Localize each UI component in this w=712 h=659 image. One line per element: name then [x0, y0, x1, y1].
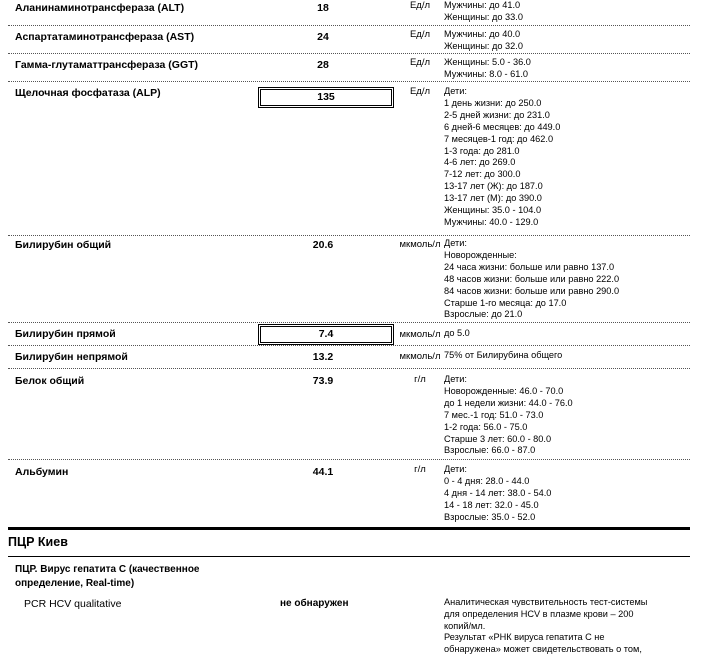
norm-line: 24 часа жизни: больше или равно 137.0: [444, 261, 615, 272]
norm-line: Взрослые: до 21.0: [444, 309, 523, 320]
result-row-bilirubin-indirect: [8, 346, 690, 369]
norm-line: 13-17 лет (М): до 390.0: [444, 193, 542, 204]
norm-line: 48 часов жизни: больше или равно 222.0: [444, 273, 620, 284]
test-unit: Ед/л: [409, 57, 431, 68]
note-line: копий/мл.: [444, 620, 486, 631]
norm-line: Мужчины: до 40.0: [444, 29, 521, 39]
test-unit: Ед/л: [409, 86, 431, 97]
norm-line: Новорожденные:: [444, 249, 517, 260]
norm-line: до 1 недели жизни: 44.0 - 76.0: [444, 397, 573, 408]
norm-line: 7 мес.-1 год: 51.0 - 73.0: [444, 409, 544, 420]
norm-line: 4-6 лет: до 269.0: [444, 157, 516, 168]
norm-line: 7-12 лет: до 300.0: [444, 169, 521, 180]
norm-line: 13-17 лет (Ж): до 187.0: [444, 181, 543, 192]
norm-line: 1-3 года: до 281.0: [444, 145, 520, 156]
norm-line: Старше 1-го месяца: до 17.0: [444, 297, 567, 308]
test-unit: мкмоль/л: [399, 329, 441, 340]
reference-range: [444, 0, 694, 24]
test-value-flagged: 7.4: [258, 324, 394, 345]
result-row-bilirubin-direct: [8, 323, 690, 346]
test-name: Белок общий: [15, 375, 85, 387]
test-unit: Ед/л: [409, 29, 431, 40]
norm-line: 1-2 года: 56.0 - 75.0: [444, 421, 528, 432]
reference-range: [444, 86, 694, 229]
pcr-test-note: [444, 597, 680, 656]
reference-range: [444, 29, 694, 53]
test-value: 73.9: [312, 375, 334, 387]
test-value: 28: [317, 59, 329, 71]
test-name: Щелочная фосфатаза (ALP): [15, 87, 161, 99]
result-row-ggt: [8, 57, 690, 82]
test-name: Билирубин общий: [15, 239, 112, 251]
norm-line: Дети:: [444, 86, 467, 96]
result-row-alt: [8, 0, 690, 26]
norm-line: Женщины: до 32.0: [444, 40, 523, 51]
norm-line: Мужчины: до 41.0: [444, 0, 521, 10]
norm-line: Взрослые: 35.0 - 52.0: [444, 511, 536, 522]
norm-line: 6 дней-6 месяцев: до 449.0: [444, 121, 561, 132]
norm-line: Женщины: до 33.0: [444, 11, 523, 22]
result-row-ast: [8, 29, 690, 54]
reference-range: [444, 328, 694, 340]
note-line: Аналитическая чувствительность тест-системы: [444, 597, 648, 607]
norm-line: Дети:: [444, 238, 467, 248]
test-value: 44.1: [312, 466, 334, 478]
pcr-test-title: ПЦР. Вирус гепатита С (качественное определение, Real-time): [15, 564, 200, 589]
reference-range: [444, 374, 694, 457]
norm-line: Новорожденные: 46.0 - 70.0: [444, 385, 564, 396]
test-name: Альбумин: [15, 466, 69, 478]
result-row-total-protein: [8, 369, 690, 460]
norm-line: 75% от Билирубина общего: [444, 350, 563, 360]
norm-line: 1 день жизни: до 250.0: [444, 97, 542, 108]
norm-line: Старше 3 лет: 60.0 - 80.0: [444, 433, 552, 444]
reference-range: [444, 350, 694, 362]
note-line: Результат «РНК вируса гепатита С не: [444, 632, 605, 643]
norm-line: Женщины: 35.0 - 104.0: [444, 205, 542, 216]
test-value: 20.6: [312, 239, 334, 251]
norm-line: Взрослые: 66.0 - 87.0: [444, 445, 536, 456]
reference-range: [444, 57, 694, 81]
norm-line: Мужчины: 40.0 - 129.0: [444, 216, 539, 227]
reference-range: [444, 464, 694, 524]
test-value: 18: [317, 2, 329, 14]
test-unit: мкмоль/л: [399, 239, 441, 250]
norm-line: Дети:: [444, 374, 467, 384]
norm-line: 84 часов жизни: больше или равно 290.0: [444, 285, 620, 296]
test-name: Билирубин прямой: [15, 328, 116, 340]
test-unit: г/л: [414, 464, 426, 475]
note-line: обнаружена» может свидетельствовать о том,: [444, 644, 642, 655]
norm-line: 4 дня - 14 лет: 38.0 - 54.0: [444, 487, 552, 498]
test-value: 13.2: [312, 351, 334, 363]
note-line: для определения HCV в плазме крови – 200: [444, 608, 634, 619]
test-value: 24: [317, 31, 329, 43]
test-unit: г/л: [414, 374, 426, 385]
norm-line: Мужчины: 8.0 - 61.0: [444, 68, 529, 79]
result-row-alp: [8, 85, 690, 236]
pcr-test-name: PCR HCV qualitative: [24, 598, 122, 610]
norm-line: 0 - 4 дня: 28.0 - 44.0: [444, 475, 530, 486]
section-divider: [8, 527, 690, 530]
reference-range: [444, 238, 694, 321]
result-row-albumin: [8, 460, 690, 526]
result-row-bilirubin-total: [8, 236, 690, 323]
test-name: Аспартатаминотрансфераза (AST): [15, 31, 195, 43]
test-name: Аланинаминотрансфераза (ALT): [15, 2, 185, 14]
test-name: Билирубин непрямой: [15, 351, 128, 363]
norm-line: 14 - 18 лет: 32.0 - 45.0: [444, 499, 539, 510]
norm-line: 7 месяцев-1 год: до 462.0: [444, 133, 554, 144]
pcr-test-result: не обнаружен: [280, 598, 349, 609]
test-name: Гамма-глутаматтрансфераза (GGT): [15, 59, 199, 71]
section-title-underline: [8, 556, 690, 557]
norm-line: 2-5 дней жизни: до 231.0: [444, 109, 550, 120]
section-title: ПЦР Киев: [8, 535, 68, 549]
norm-line: до 5.0: [444, 328, 470, 338]
test-unit: Ед/л: [409, 0, 431, 11]
test-unit: мкмоль/л: [399, 351, 441, 362]
norm-line: Женщины: 5.0 - 36.0: [444, 57, 531, 67]
test-value-flagged: 135: [258, 87, 394, 108]
norm-line: Дети:: [444, 464, 467, 474]
